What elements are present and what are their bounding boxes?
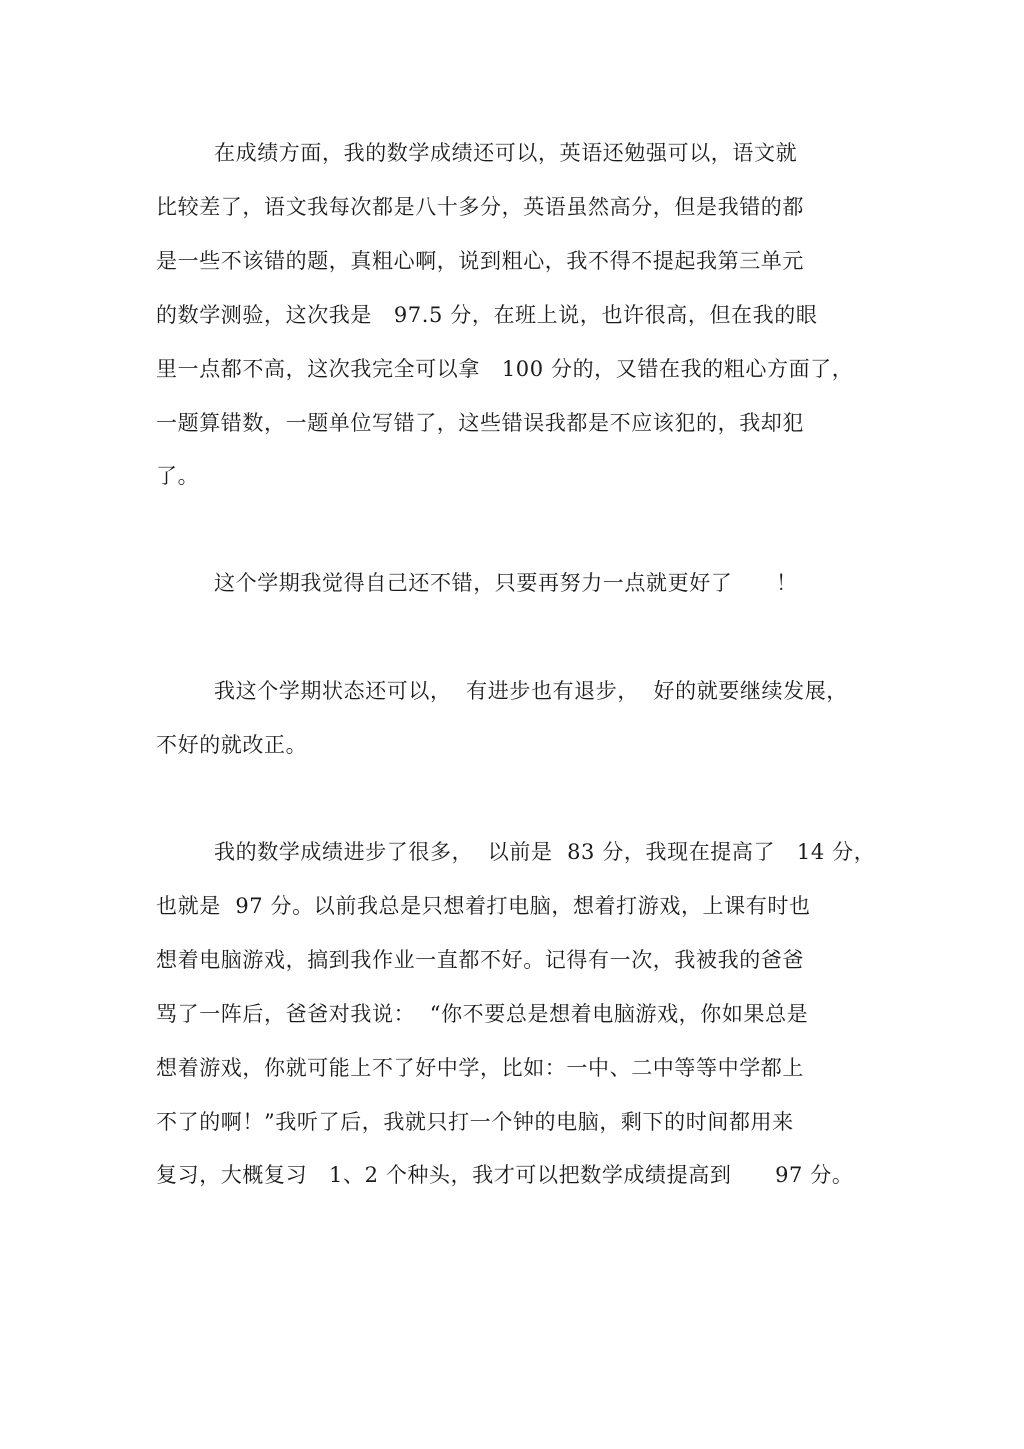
- paragraph-4-line-4: 骂了一阵后，爸爸对我说： “你不要总是想着电脑游戏，你如果总是: [156, 1002, 809, 1026]
- paragraph-4-line-5: 想着游戏，你就可能上不了好中学，比如：一中、二中等等中学都上: [156, 1056, 804, 1080]
- paragraph-4-line-7: 复习，大概复习 1、2 个种头，我才可以把数学成绩提高到 97 分。: [156, 1163, 854, 1187]
- paragraph-4-line-6: 不了的啊！”我听了后，我就只打一个钟的电脑，剩下的时间都用来: [156, 1110, 794, 1134]
- paragraph-1-line-4: 的数学测验，这次我是 97.5 分，在班上说，也许很高，但在我的眼: [156, 303, 818, 327]
- paragraph-1-line-3: 是一些不该错的题，真粗心啊，说到粗心，我不得不提起我第三单元: [156, 249, 804, 273]
- paragraph-4-line-2: 也就是 97 分。以前我总是只想着打电脑，想着打游戏，上课有时也: [156, 894, 811, 918]
- paragraph-4-line-1: 我的数学成绩进步了很多， 以前是 83 分，我现在提高了 14 分，: [214, 840, 876, 864]
- paragraph-1-line-6: 一题算错数，一题单位写错了，这些错误我都是不应该犯的，我却犯: [156, 411, 804, 435]
- paragraph-1-line-7: 了。: [156, 464, 200, 488]
- paragraph-3-line-1: 我这个学期状态还可以， 有进步也有退步， 好的就要继续发展，: [214, 679, 848, 703]
- paragraph-1-line-5: 里一点都不高，这次我完全可以拿 100 分的，又错在我的粗心方面了，: [156, 357, 854, 381]
- paragraph-1-line-1: 在成绩方面，我的数学成绩还可以，英语还勉强可以，语文就: [214, 141, 798, 165]
- paragraph-4-line-3: 想着电脑游戏，搞到我作业一直都不好。记得有一次，我被我的爸爸: [156, 948, 804, 972]
- paragraph-1-line-2: 比较差了，语文我每次都是八十多分，英语虽然高分，但是我错的都: [156, 195, 804, 219]
- paragraph-2-line-1: 这个学期我觉得自己还不错，只要再努力一点就更好了 ！: [214, 571, 798, 595]
- paragraph-3-line-2: 不好的就改正。: [156, 733, 308, 757]
